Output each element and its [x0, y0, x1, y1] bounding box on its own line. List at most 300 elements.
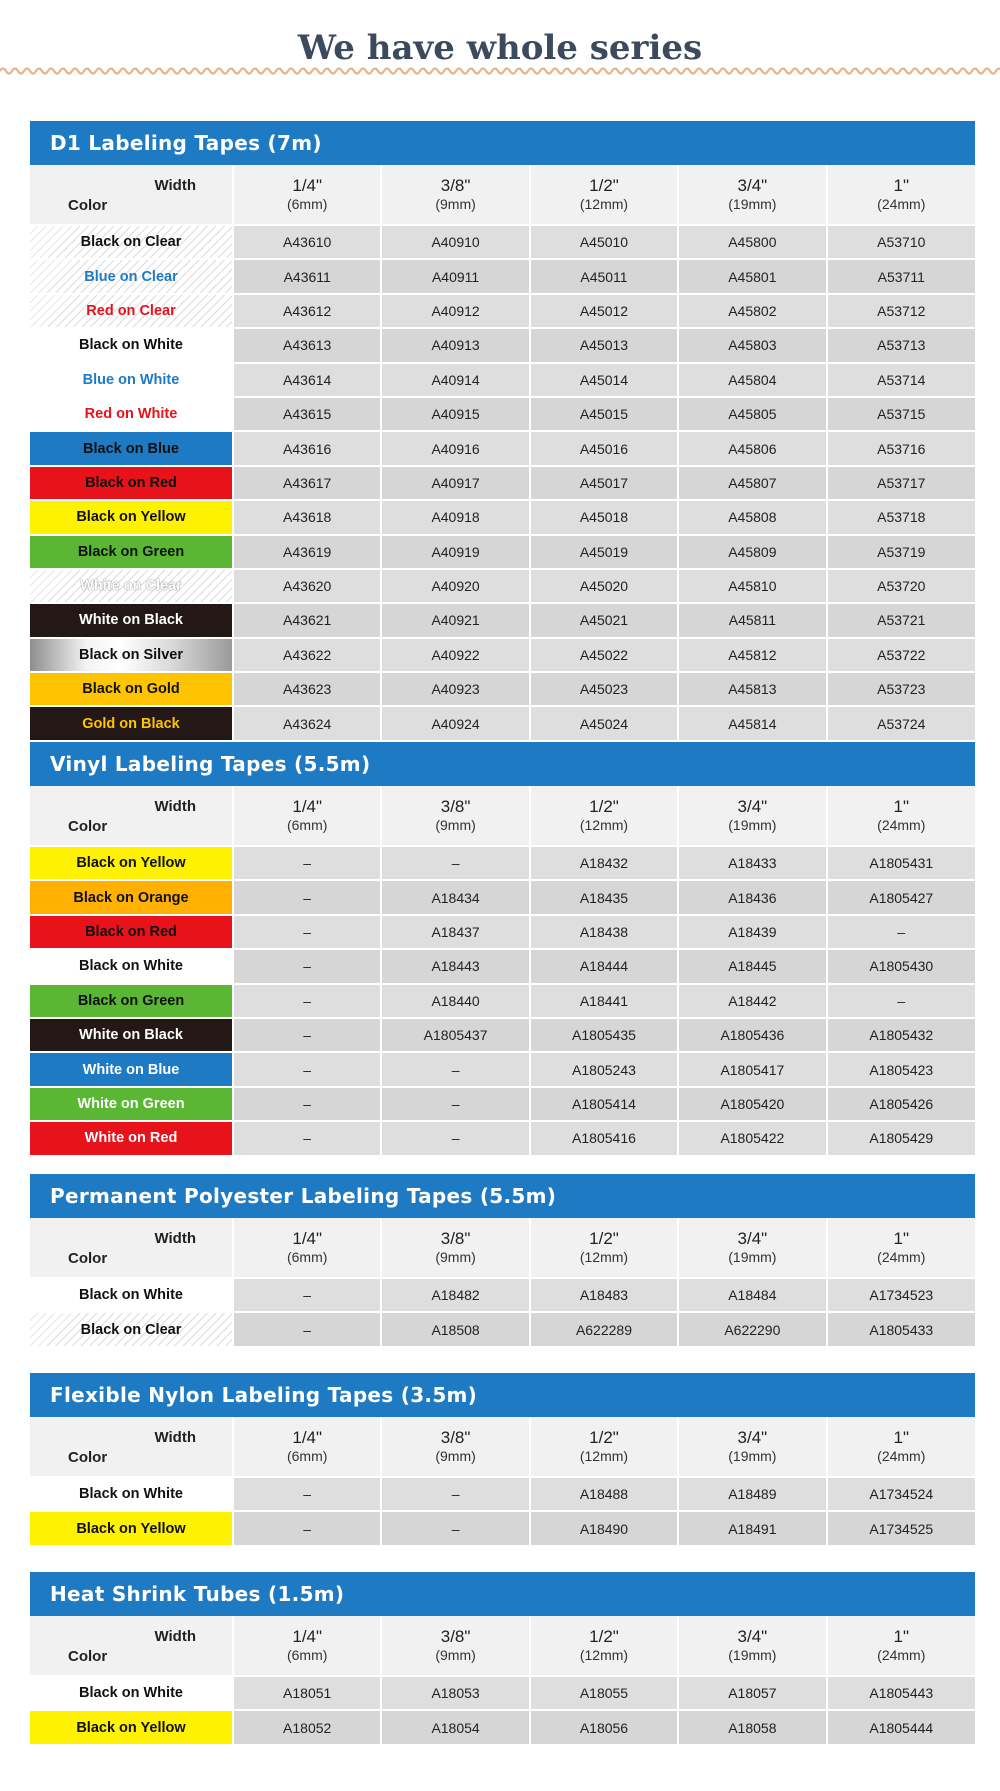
table-row — [30, 1052, 975, 1086]
header-corner — [30, 1218, 233, 1278]
color-label: Color — [68, 1648, 108, 1665]
part-number-cell: A45017 — [530, 466, 678, 500]
part-number-cell: – — [233, 1087, 381, 1121]
part-number-cell: A45802 — [678, 294, 826, 328]
part-number-cell: A45022 — [530, 638, 678, 672]
part-number-cell: A45807 — [678, 466, 826, 500]
part-number-cell: A18445 — [678, 949, 826, 983]
part-number-cell: A53724 — [827, 706, 975, 739]
column-header-size — [381, 1417, 529, 1477]
tape-color-swatch: Black on White — [30, 328, 233, 362]
part-number-cell: A53711 — [827, 259, 975, 293]
header-corner — [30, 786, 233, 846]
table-header-row — [30, 165, 975, 225]
part-number-cell: A1805417 — [678, 1052, 826, 1086]
size-inch: 1/4" — [292, 1428, 323, 1447]
column-header-size — [678, 1616, 826, 1676]
part-number-cell: A53714 — [827, 363, 975, 397]
part-number-cell: A1805443 — [827, 1676, 975, 1710]
part-number-cell: A45814 — [678, 706, 826, 739]
part-number-cell: – — [381, 1511, 529, 1544]
part-number-cell: A53720 — [827, 569, 975, 603]
size-inch: 3/8" — [440, 1229, 471, 1248]
part-number-cell: – — [233, 1511, 381, 1544]
table-row — [30, 225, 975, 259]
size-mm: (9mm) — [435, 1448, 476, 1464]
part-number-cell: A40915 — [381, 397, 529, 431]
tape-color-swatch: Black on Yellow — [30, 1511, 233, 1544]
column-header-size — [530, 1218, 678, 1278]
size-mm: (12mm) — [579, 817, 629, 833]
part-number-cell: A18444 — [530, 949, 678, 983]
part-number-cell: A18489 — [678, 1477, 826, 1511]
table-row — [30, 1018, 975, 1052]
tape-color-swatch: Black on White — [30, 949, 233, 983]
part-number-cell: A45808 — [678, 500, 826, 534]
table-row — [30, 363, 975, 397]
table-row — [30, 706, 975, 739]
header-corner — [30, 165, 233, 225]
column-header-size — [827, 1218, 975, 1278]
size-mm: (9mm) — [435, 817, 476, 833]
part-number-cell: A18439 — [678, 915, 826, 949]
table-row — [30, 328, 975, 362]
part-number-cell: A18053 — [381, 1676, 529, 1710]
part-number-cell: – — [233, 984, 381, 1018]
part-number-cell: A18438 — [530, 915, 678, 949]
part-number-cell: – — [381, 846, 529, 880]
part-number-cell: – — [233, 1018, 381, 1052]
size-mm: (9mm) — [435, 1647, 476, 1663]
tape-color-swatch: White on Clear — [30, 569, 233, 603]
section-title: D1 Labeling Tapes (7m) — [30, 121, 975, 165]
part-number-cell: A1805430 — [827, 949, 975, 983]
tape-color-swatch: Black on Clear — [30, 225, 233, 259]
table-row — [30, 638, 975, 672]
tape-color-swatch: White on Blue — [30, 1052, 233, 1086]
decorative-wave-divider — [0, 64, 1000, 78]
table-header-row — [30, 1218, 975, 1278]
color-label: Color — [68, 197, 108, 214]
part-number-cell: A18058 — [678, 1710, 826, 1743]
part-number-cell: – — [233, 1477, 381, 1511]
part-number-cell: A45018 — [530, 500, 678, 534]
part-number-cell: A45011 — [530, 259, 678, 293]
tape-color-swatch: Black on White — [30, 1278, 233, 1312]
part-number-cell: A53719 — [827, 535, 975, 569]
part-number-cell: A1805432 — [827, 1018, 975, 1052]
size-mm: (24mm) — [877, 1647, 926, 1663]
part-number-cell: – — [381, 1087, 529, 1121]
tape-color-swatch: Black on Yellow — [30, 1710, 233, 1743]
part-number-cell: A40918 — [381, 500, 529, 534]
column-header-size — [233, 786, 381, 846]
size-inch: 1" — [893, 1627, 910, 1646]
part-number-cell: A45020 — [530, 569, 678, 603]
part-number-cell: A18508 — [381, 1312, 529, 1345]
part-number-cell: A45016 — [530, 431, 678, 465]
column-header-size — [381, 1218, 529, 1278]
size-inch: 3/8" — [440, 797, 471, 816]
column-header-size — [678, 165, 826, 225]
size-mm: (12mm) — [579, 1249, 629, 1265]
table-row — [30, 1710, 975, 1743]
part-number-cell: A45804 — [678, 363, 826, 397]
table-row — [30, 915, 975, 949]
part-number-cell: A18482 — [381, 1278, 529, 1312]
size-inch: 1/4" — [292, 1229, 323, 1248]
size-inch: 1/2" — [589, 1627, 619, 1646]
column-header-size — [233, 1417, 381, 1477]
part-number-cell: A40916 — [381, 431, 529, 465]
part-number-cell: A18052 — [233, 1710, 381, 1743]
column-header-size — [233, 165, 381, 225]
size-inch: 1/2" — [589, 1229, 619, 1248]
part-number-cell: A1805422 — [678, 1121, 826, 1154]
header-corner — [30, 1616, 233, 1676]
table-header-row — [30, 1417, 975, 1477]
part-number-cell: A45021 — [530, 603, 678, 637]
tape-color-swatch: Red on White — [30, 397, 233, 431]
size-inch: 3/4" — [737, 1229, 768, 1248]
product-table — [30, 786, 975, 1155]
width-label: Width — [154, 1429, 196, 1446]
part-number-cell: A43619 — [233, 535, 381, 569]
part-number-cell: A45014 — [530, 363, 678, 397]
size-mm: (6mm) — [286, 817, 328, 833]
tape-color-swatch: Black on Orange — [30, 880, 233, 914]
part-number-cell: A45810 — [678, 569, 826, 603]
part-number-cell: – — [827, 984, 975, 1018]
column-header-size — [530, 165, 678, 225]
part-number-cell: A18436 — [678, 880, 826, 914]
part-number-cell: A18434 — [381, 880, 529, 914]
table-row — [30, 949, 975, 983]
table-row — [30, 397, 975, 431]
part-number-cell: A53722 — [827, 638, 975, 672]
size-inch: 1" — [893, 1428, 910, 1447]
part-number-cell: A45013 — [530, 328, 678, 362]
part-number-cell: A1805437 — [381, 1018, 529, 1052]
part-number-cell: A43622 — [233, 638, 381, 672]
tape-section — [30, 1174, 975, 1346]
part-number-cell: A18441 — [530, 984, 678, 1018]
part-number-cell: A43610 — [233, 225, 381, 259]
size-inch: 3/8" — [440, 176, 471, 195]
tape-section — [30, 742, 975, 1155]
section-title: Permanent Polyester Labeling Tapes (5.5m) — [30, 1174, 975, 1218]
column-header-size — [678, 786, 826, 846]
part-number-cell: A18057 — [678, 1676, 826, 1710]
part-number-cell: A43614 — [233, 363, 381, 397]
part-number-cell: A43624 — [233, 706, 381, 739]
part-number-cell: – — [381, 1052, 529, 1086]
size-inch: 1/4" — [292, 176, 323, 195]
part-number-cell: A53712 — [827, 294, 975, 328]
tape-color-swatch: Black on Red — [30, 466, 233, 500]
part-number-cell: – — [233, 949, 381, 983]
tape-color-swatch: Black on Silver — [30, 638, 233, 672]
table-row — [30, 500, 975, 534]
column-header-size — [827, 786, 975, 846]
tape-color-swatch: Black on Green — [30, 984, 233, 1018]
part-number-cell: A1805427 — [827, 880, 975, 914]
size-inch: 1/2" — [589, 1428, 619, 1447]
size-mm: (24mm) — [877, 196, 926, 212]
part-number-cell: A45811 — [678, 603, 826, 637]
part-number-cell: A40922 — [381, 638, 529, 672]
part-number-cell: A45015 — [530, 397, 678, 431]
part-number-cell: A1805243 — [530, 1052, 678, 1086]
tape-color-swatch: Gold on Black — [30, 706, 233, 739]
part-number-cell: A18490 — [530, 1511, 678, 1544]
size-mm: (9mm) — [435, 196, 476, 212]
part-number-cell: A18443 — [381, 949, 529, 983]
column-header-size — [381, 1616, 529, 1676]
part-number-cell: A43617 — [233, 466, 381, 500]
table-row — [30, 984, 975, 1018]
tape-color-swatch: White on Black — [30, 603, 233, 637]
tape-color-swatch: Black on Gold — [30, 672, 233, 706]
part-number-cell: A622290 — [678, 1312, 826, 1345]
size-inch: 1/4" — [292, 797, 323, 816]
size-inch: 3/4" — [737, 797, 768, 816]
table-header-row — [30, 1616, 975, 1676]
section-title: Flexible Nylon Labeling Tapes (3.5m) — [30, 1373, 975, 1417]
part-number-cell: – — [233, 1278, 381, 1312]
part-number-cell: A1805431 — [827, 846, 975, 880]
table-row — [30, 431, 975, 465]
width-label: Width — [154, 1230, 196, 1247]
table-row — [30, 846, 975, 880]
part-number-cell: A45809 — [678, 535, 826, 569]
size-inch: 1" — [893, 797, 910, 816]
width-label: Width — [154, 1628, 196, 1645]
size-mm: (24mm) — [877, 1448, 926, 1464]
product-table — [30, 1417, 975, 1545]
part-number-cell: A45805 — [678, 397, 826, 431]
part-number-cell: A1805436 — [678, 1018, 826, 1052]
section-title: Heat Shrink Tubes (1.5m) — [30, 1572, 975, 1616]
part-number-cell: A18432 — [530, 846, 678, 880]
part-number-cell: A45801 — [678, 259, 826, 293]
size-mm: (19mm) — [728, 1647, 777, 1663]
part-number-cell: A18056 — [530, 1710, 678, 1743]
part-number-cell: A43618 — [233, 500, 381, 534]
tape-color-swatch: Black on White — [30, 1676, 233, 1710]
table-row — [30, 1312, 975, 1345]
size-inch: 3/4" — [737, 1627, 768, 1646]
tape-color-swatch: Black on Green — [30, 535, 233, 569]
tape-color-swatch: Black on Yellow — [30, 500, 233, 534]
part-number-cell: A53718 — [827, 500, 975, 534]
size-inch: 3/8" — [440, 1428, 471, 1447]
column-header-size — [678, 1417, 826, 1477]
part-number-cell: A45012 — [530, 294, 678, 328]
tape-color-swatch: Red on Clear — [30, 294, 233, 328]
size-mm: (19mm) — [728, 196, 777, 212]
part-number-cell: A18442 — [678, 984, 826, 1018]
tape-color-swatch: Black on Clear — [30, 1312, 233, 1345]
part-number-cell: A18491 — [678, 1511, 826, 1544]
part-number-cell: A40917 — [381, 466, 529, 500]
part-number-cell: A43611 — [233, 259, 381, 293]
size-inch: 1" — [893, 176, 910, 195]
table-row — [30, 569, 975, 603]
table-row — [30, 1087, 975, 1121]
size-inch: 1" — [893, 1229, 910, 1248]
part-number-cell: A1805414 — [530, 1087, 678, 1121]
table-row — [30, 1676, 975, 1710]
table-row — [30, 672, 975, 706]
part-number-cell: A45019 — [530, 535, 678, 569]
size-mm: (6mm) — [286, 1249, 328, 1265]
tape-color-swatch: Black on Blue — [30, 431, 233, 465]
size-mm: (6mm) — [286, 1647, 328, 1663]
product-table — [30, 1218, 975, 1346]
part-number-cell: A45812 — [678, 638, 826, 672]
part-number-cell: A45024 — [530, 706, 678, 739]
part-number-cell: A43615 — [233, 397, 381, 431]
part-number-cell: A40911 — [381, 259, 529, 293]
part-number-cell: A53710 — [827, 225, 975, 259]
size-inch: 1/2" — [589, 797, 619, 816]
part-number-cell: A1805444 — [827, 1710, 975, 1743]
table-row — [30, 535, 975, 569]
part-number-cell: – — [233, 1312, 381, 1345]
size-mm: (6mm) — [286, 1448, 328, 1464]
tape-color-swatch: Black on White — [30, 1477, 233, 1511]
column-header-size — [530, 1417, 678, 1477]
part-number-cell: A40914 — [381, 363, 529, 397]
part-number-cell: A53715 — [827, 397, 975, 431]
part-number-cell: A622289 — [530, 1312, 678, 1345]
part-number-cell: – — [827, 915, 975, 949]
part-number-cell: – — [233, 915, 381, 949]
product-table — [30, 165, 975, 740]
part-number-cell: A40924 — [381, 706, 529, 739]
color-label: Color — [68, 1250, 108, 1267]
part-number-cell: A45806 — [678, 431, 826, 465]
tape-section — [30, 121, 975, 740]
part-number-cell: A40913 — [381, 328, 529, 362]
part-number-cell: A1805420 — [678, 1087, 826, 1121]
part-number-cell: A18484 — [678, 1278, 826, 1312]
column-header-size — [827, 1417, 975, 1477]
table-row — [30, 294, 975, 328]
part-number-cell: – — [381, 1121, 529, 1154]
table-row — [30, 259, 975, 293]
tape-color-swatch: Black on Yellow — [30, 846, 233, 880]
tape-section — [30, 1572, 975, 1744]
tape-color-swatch: Black on Red — [30, 915, 233, 949]
size-mm: (24mm) — [877, 1249, 926, 1265]
part-number-cell: A43623 — [233, 672, 381, 706]
part-number-cell: A18051 — [233, 1676, 381, 1710]
column-header-size — [827, 1616, 975, 1676]
part-number-cell: A53716 — [827, 431, 975, 465]
size-mm: (24mm) — [877, 817, 926, 833]
part-number-cell: A40910 — [381, 225, 529, 259]
table-row — [30, 1121, 975, 1154]
part-number-cell: A1734525 — [827, 1511, 975, 1544]
part-number-cell: A45800 — [678, 225, 826, 259]
size-mm: (19mm) — [728, 817, 777, 833]
size-mm: (9mm) — [435, 1249, 476, 1265]
size-mm: (6mm) — [286, 196, 328, 212]
part-number-cell: A43621 — [233, 603, 381, 637]
size-inch: 3/4" — [737, 1428, 768, 1447]
part-number-cell: A1805416 — [530, 1121, 678, 1154]
part-number-cell: A53713 — [827, 328, 975, 362]
part-number-cell: A18440 — [381, 984, 529, 1018]
part-number-cell: A1805423 — [827, 1052, 975, 1086]
part-number-cell: A43613 — [233, 328, 381, 362]
part-number-cell: A40921 — [381, 603, 529, 637]
width-label: Width — [154, 798, 196, 815]
size-mm: (19mm) — [728, 1249, 777, 1265]
part-number-cell: A40919 — [381, 535, 529, 569]
part-number-cell: A45803 — [678, 328, 826, 362]
part-number-cell: A45813 — [678, 672, 826, 706]
part-number-cell: – — [233, 846, 381, 880]
part-number-cell: A18435 — [530, 880, 678, 914]
part-number-cell: A18433 — [678, 846, 826, 880]
column-header-size — [827, 165, 975, 225]
part-number-cell: – — [233, 880, 381, 914]
header-corner — [30, 1417, 233, 1477]
part-number-cell: – — [381, 1477, 529, 1511]
tape-color-swatch: Blue on Clear — [30, 259, 233, 293]
part-number-cell: A53717 — [827, 466, 975, 500]
table-row — [30, 880, 975, 914]
size-mm: (12mm) — [579, 196, 629, 212]
tape-color-swatch: White on Red — [30, 1121, 233, 1154]
size-inch: 3/8" — [440, 1627, 471, 1646]
part-number-cell: – — [233, 1121, 381, 1154]
table-row — [30, 1477, 975, 1511]
part-number-cell: A43612 — [233, 294, 381, 328]
part-number-cell: A18483 — [530, 1278, 678, 1312]
tape-color-swatch: White on Green — [30, 1087, 233, 1121]
product-table — [30, 1616, 975, 1744]
part-number-cell: A45023 — [530, 672, 678, 706]
part-number-cell: A18054 — [381, 1710, 529, 1743]
size-mm: (19mm) — [728, 1448, 777, 1464]
column-header-size — [678, 1218, 826, 1278]
size-mm: (12mm) — [579, 1647, 629, 1663]
part-number-cell: A18488 — [530, 1477, 678, 1511]
column-header-size — [381, 786, 529, 846]
part-number-cell: A53723 — [827, 672, 975, 706]
part-number-cell: A1734523 — [827, 1278, 975, 1312]
table-row — [30, 603, 975, 637]
part-number-cell: A43620 — [233, 569, 381, 603]
size-inch: 1/4" — [292, 1627, 323, 1646]
table-row — [30, 1511, 975, 1544]
part-number-cell: A18055 — [530, 1676, 678, 1710]
part-number-cell: A18437 — [381, 915, 529, 949]
part-number-cell: A1805426 — [827, 1087, 975, 1121]
width-label: Width — [154, 177, 196, 194]
size-inch: 3/4" — [737, 176, 768, 195]
table-header-row — [30, 786, 975, 846]
part-number-cell: A40912 — [381, 294, 529, 328]
part-number-cell: A40920 — [381, 569, 529, 603]
column-header-size — [530, 1616, 678, 1676]
part-number-cell: A1805435 — [530, 1018, 678, 1052]
color-label: Color — [68, 818, 108, 835]
